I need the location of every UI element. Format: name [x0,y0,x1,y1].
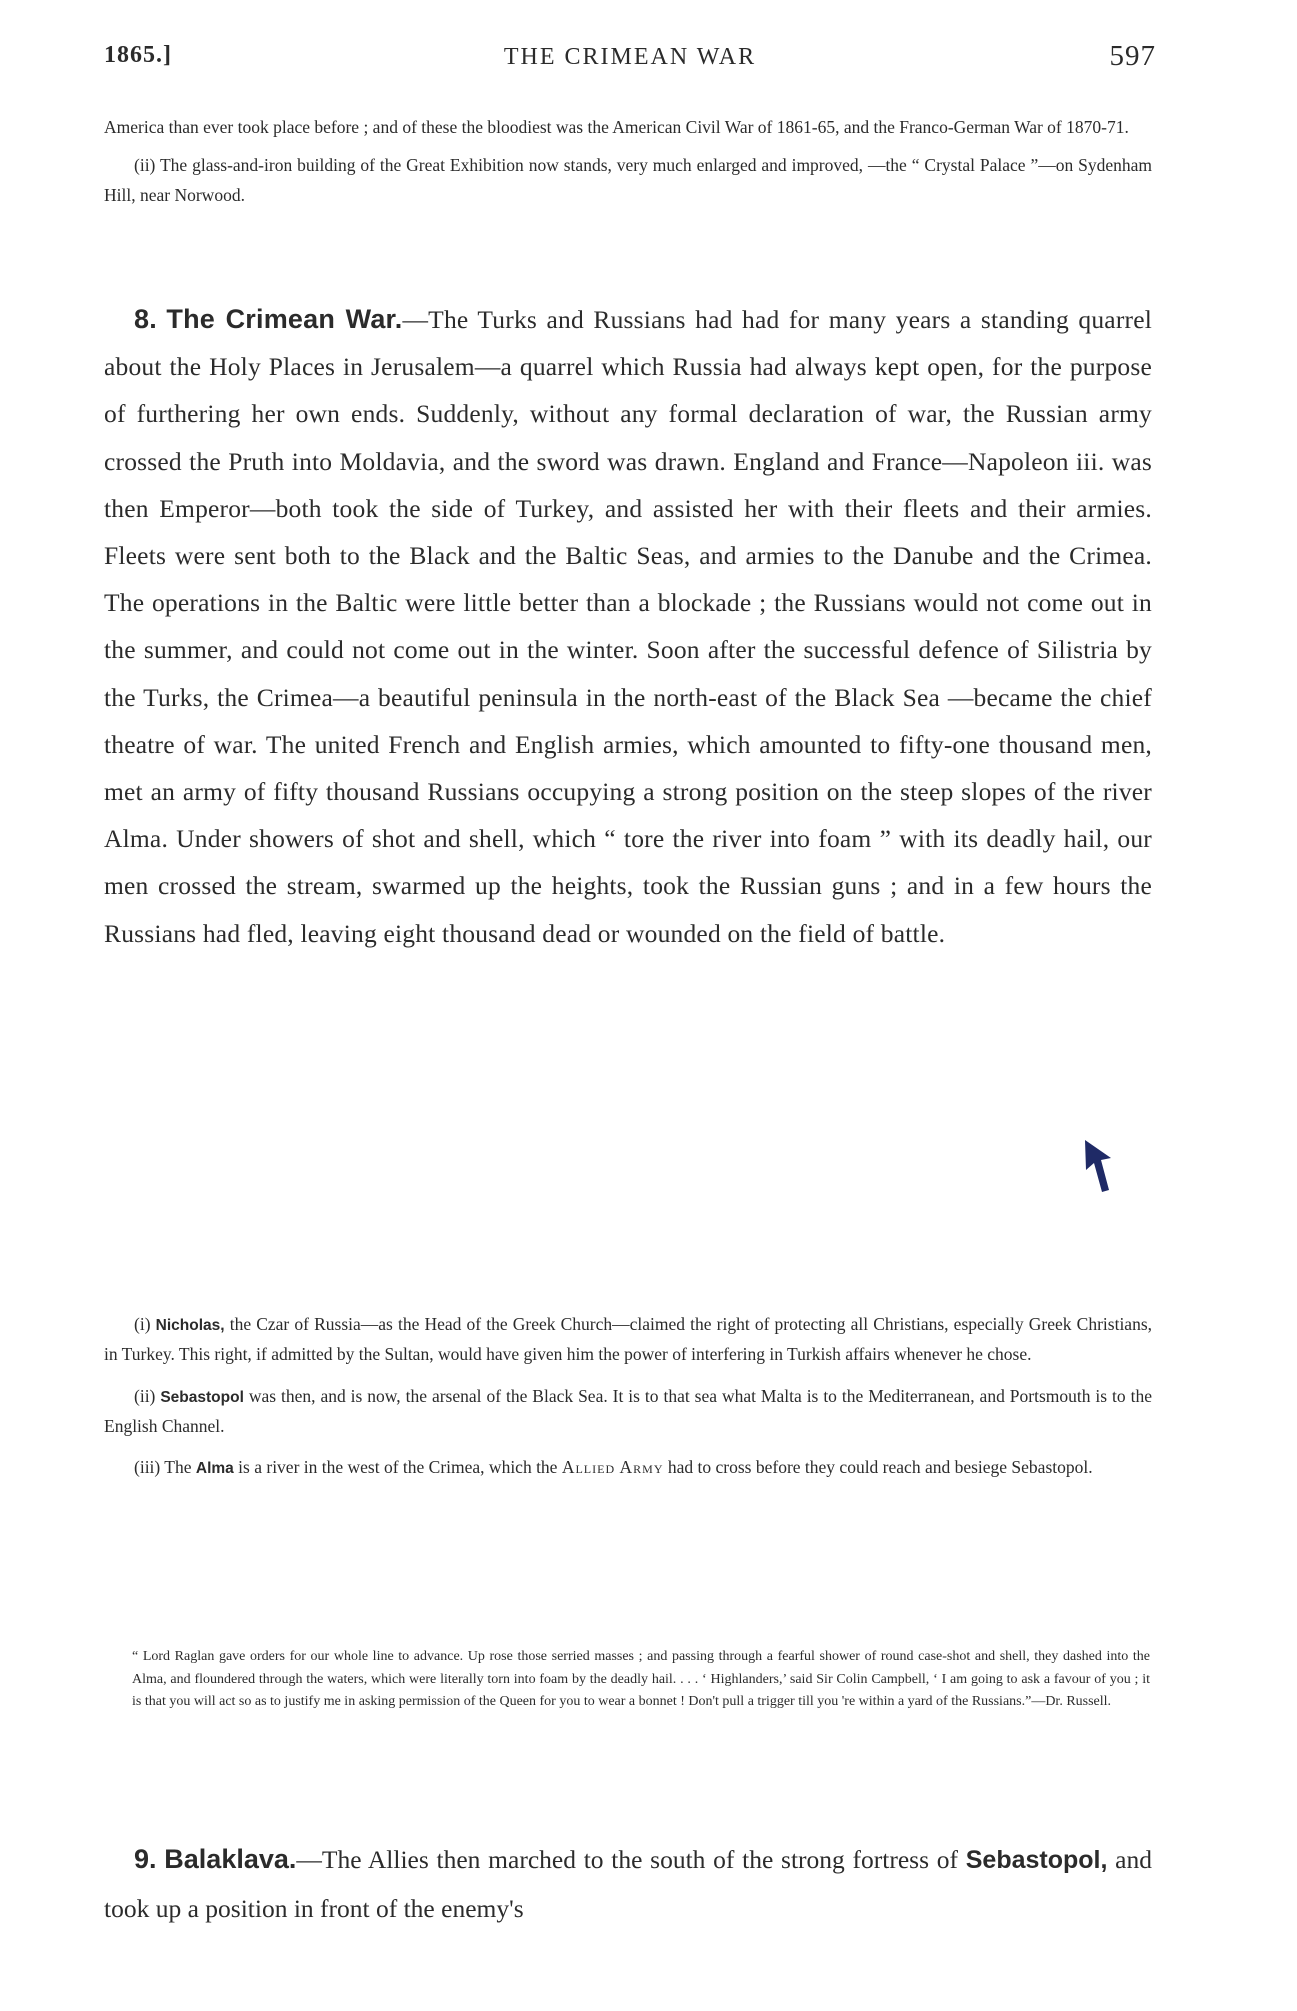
footnote-term: Alma [195,1460,234,1478]
footnote-continuation: America than ever took place before ; and of these the bloodiest was the American Civil War of 1861-65, and the Franco-German War of 1870-71. [104,117,1129,137]
section-9-number: 9. [134,1844,157,1874]
section-8 [104,296,1152,957]
footnote-smallcaps: Allied Army [561,1457,664,1478]
russell-quotation [132,1646,1150,1714]
footnote-term: Sebastopol [160,1388,244,1406]
section-9-title: Balaklava. [164,1844,297,1874]
footnote-label: (i) [134,1314,151,1334]
section-8-body: —The Turks and Russians had had for many years a standing quarrel about the Holy Places in Jerusalem—a quarrel which Russia had always kept open, for the purpose of furthering her own ends. Suddenly, without any formal declaration of war, the Russian army crossed the Pruth into Moldavia, and the sword was drawn. England and France—Napoleon iii. was then Emperor—both took the side of Turkey, and assisted her with their fleets and their armies. Fleets were sent both to the Black and the Baltic Seas, and armies to the Danube and the Crimea. The operations in the Baltic were little better than a blockade ; the Russians would not come out in the summer, and could not come out in the winter. Soon after the successful defence of Silistria by the Turks, the Crimea—a beautiful peninsula in the north-east of the Black Sea —became the chief theatre of war. The united French and English armies, which amounted to fifty-one thousand men, met an army of fifty thousand Russians occupying a strong position on the steep slopes of the river Alma. Under showers of shot and shell, which “ tore the river into foam ” with its deadly hail, our men crossed the stream, swarmed up the heights, took the Russian guns ; and in a few hours the Russians had fled, leaving eight thousand dead or wounded on the field of battle. [104,305,1153,948]
header-year: 1865.] [104,42,172,68]
section-9-term: Sebastopol, [965,1846,1108,1874]
section-9-body: —The Allies then marched to the south of the strong fortress of [296,1845,966,1874]
section-8-title: The Crimean War. [166,304,403,334]
footnote-text: is a river in the west of the Crimea, which the [233,1457,562,1478]
footnote-text: the Czar of Russia—as the Head of the Greek Church—claimed the right of protecting all Christians, especially Greek Christians, in Turkey. This right, if admitted by the Sultan, would have given him the power of interfering in Turkish affairs whenever he chose. [104,1314,1153,1365]
footnote-nicholas [104,1310,1152,1370]
footnote-sebastopol [104,1382,1152,1442]
section-8-paragraph [104,296,1152,957]
top-footnotes [104,112,1152,210]
section-8-number: 8. [134,304,157,334]
footnote-text: had to cross before they could reach and besiege Sebastopol. [663,1457,1093,1478]
footnote-label: (ii) [134,1385,156,1406]
page-number: 597 [1109,40,1156,72]
section-9 [104,1836,1152,1932]
cursor-arrow-icon [1083,1138,1113,1194]
running-head [104,42,1156,82]
footnote-term: Nicholas, [155,1317,225,1334]
footnote-alma [104,1453,1152,1483]
footnote-crystal-palace: (ii) The glass-and-iron building of the Great Exhibition now stands, very much enlarged and improved, —the “ Crystal Palace ”—on Sydenham Hill, near Norwood. [104,155,1152,205]
footnote-label: (iii) The [134,1457,192,1478]
header-title: THE CRIMEAN WAR [503,44,757,70]
section-8-footnotes [104,1310,1152,1495]
footnote-text: was then, and is now, the arsenal of the Black Sea. It is to that sea what Malta is to the Mediterranean, and Portsmouth is to the English Channel. [104,1385,1152,1436]
section-9-paragraph [104,1836,1152,1932]
section-9-body-end: and took up a position in front of the enemy's [104,1845,1152,1923]
quotation-text: “ Lord Raglan gave orders for our whole line to advance. Up rose those serried masses ; and passing through a fearful shower of round case-shot and shell, they dashed into the Alma, and floundered through the waters, which were literally torn into foam by the deadly hail. . . . ‘ Highlanders,’ said Sir Colin Campbell, ‘ I am going to ask a favour of you ; it is that you will act so as to justify me in asking permission of the Queen for you to wear a bonnet ! Don't pull a trigger till you 're within a yard of the Russians.”—Dr. Russell. [132,1649,1150,1709]
